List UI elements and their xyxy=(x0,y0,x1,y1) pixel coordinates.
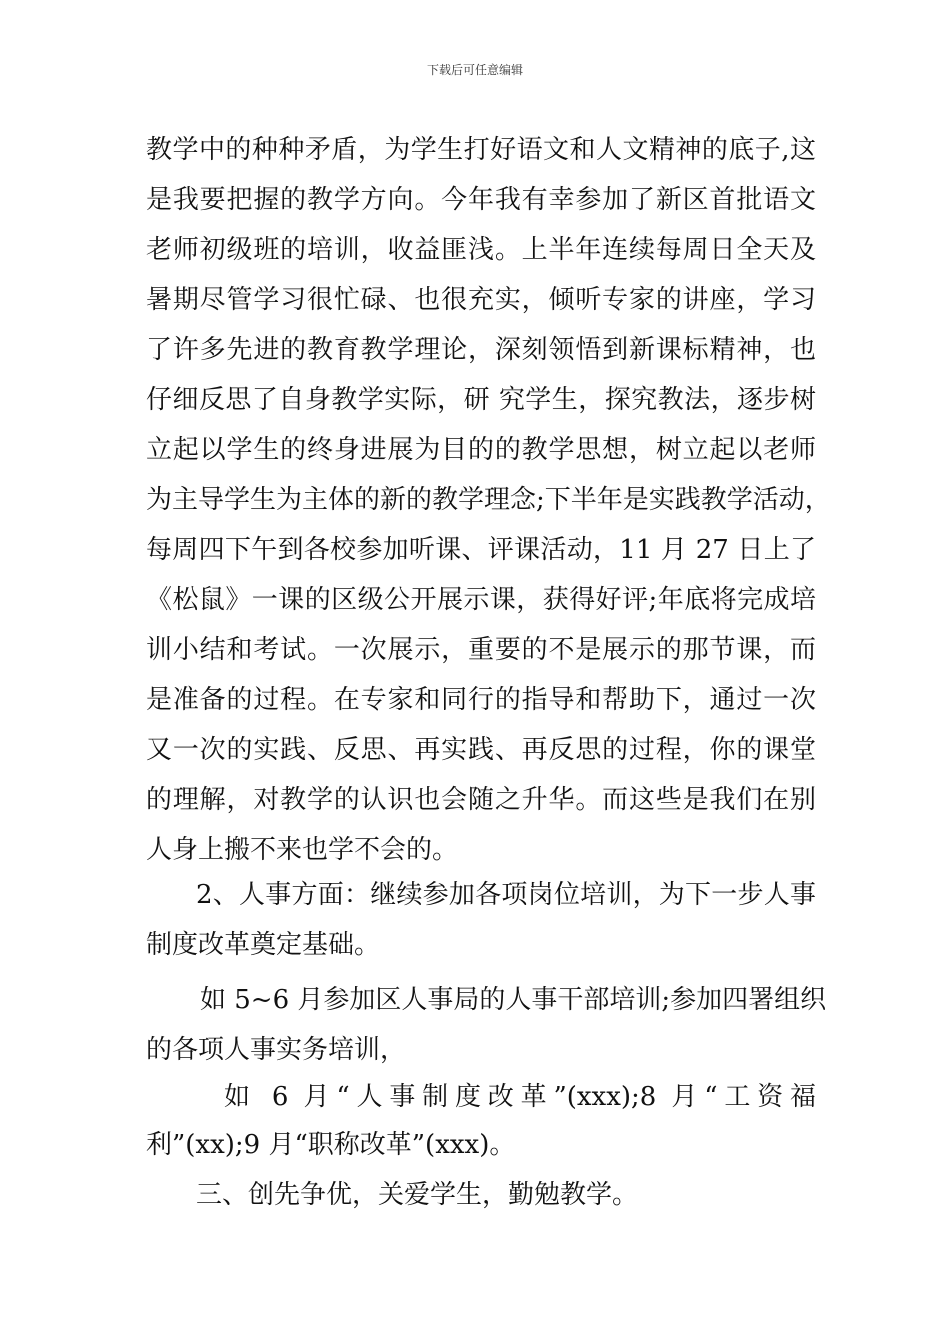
paragraph-line: 是准备的过程。在专家和同行的指导和帮助下，通过一次 xyxy=(146,685,816,715)
paragraph-line: 立起以学生的终身进展为目的的教学思想，树立起以老师 xyxy=(146,435,816,465)
paragraph-line: 人身上搬不来也学不会的。 xyxy=(146,835,459,865)
paragraph-line: 教学中的种种矛盾，为学生打好语文和人文精神的底子,这 xyxy=(146,135,816,165)
paragraph-line: 2、人事方面：继续参加各项岗位培训，为下一步人事 xyxy=(196,880,816,910)
paragraph-line: 仔细反思了自身教学实际，研 究学生，探究教法，逐步树 xyxy=(146,385,816,415)
paragraph-line: 老师初级班的培训，收益匪浅。上半年连续每周日全天及 xyxy=(146,235,816,265)
paragraph-line: 利”(xx);9 月“职称改革”(xxx)。 xyxy=(146,1130,516,1160)
paragraph-line: 制度改革奠定基础。 xyxy=(146,930,381,960)
section-heading: 三、创先争优，关爱学生，勤勉教学。 xyxy=(196,1180,639,1210)
paragraph-line: 了许多先进的教育教学理论，深刻领悟到新课标精神，也 xyxy=(146,335,816,365)
paragraph-line: 是我要把握的教学方向。今年我有幸参加了新区首批语文 xyxy=(146,185,816,215)
paragraph-line: 暑期尽管学习很忙碌、也很充实，倾听专家的讲座，学习 xyxy=(146,285,816,315)
paragraph-line: 如 5~6 月参加区人事局的人事干部培训;参加四署组织 xyxy=(200,985,827,1015)
page-header: 下载后可任意编辑 xyxy=(426,63,523,77)
paragraph-line: 又一次的实践、反思、再实践、再反思的过程，你的课堂 xyxy=(146,735,816,765)
paragraph-line: 如 6 月“人事制度改革”(xxx);8 月“工资福 xyxy=(224,1082,816,1112)
paragraph-line: 每周四下午到各校参加听课、评课活动，11 月 27 日上了 xyxy=(146,535,816,565)
paragraph-line: 的理解，对教学的认识也会随之升华。而这些是我们在别 xyxy=(146,785,816,815)
paragraph-line: 训小结和考试。一次展示，重要的不是展示的那节课，而 xyxy=(146,635,816,665)
paragraph-line: 为主导学生为主体的新的教学理念;下半年是实践教学活动， xyxy=(146,485,831,515)
paragraph-line: 《松鼠》一课的区级公开展示课，获得好评;年底将完成培 xyxy=(146,585,816,615)
paragraph-line: 的各项人事实务培训， xyxy=(146,1035,407,1065)
